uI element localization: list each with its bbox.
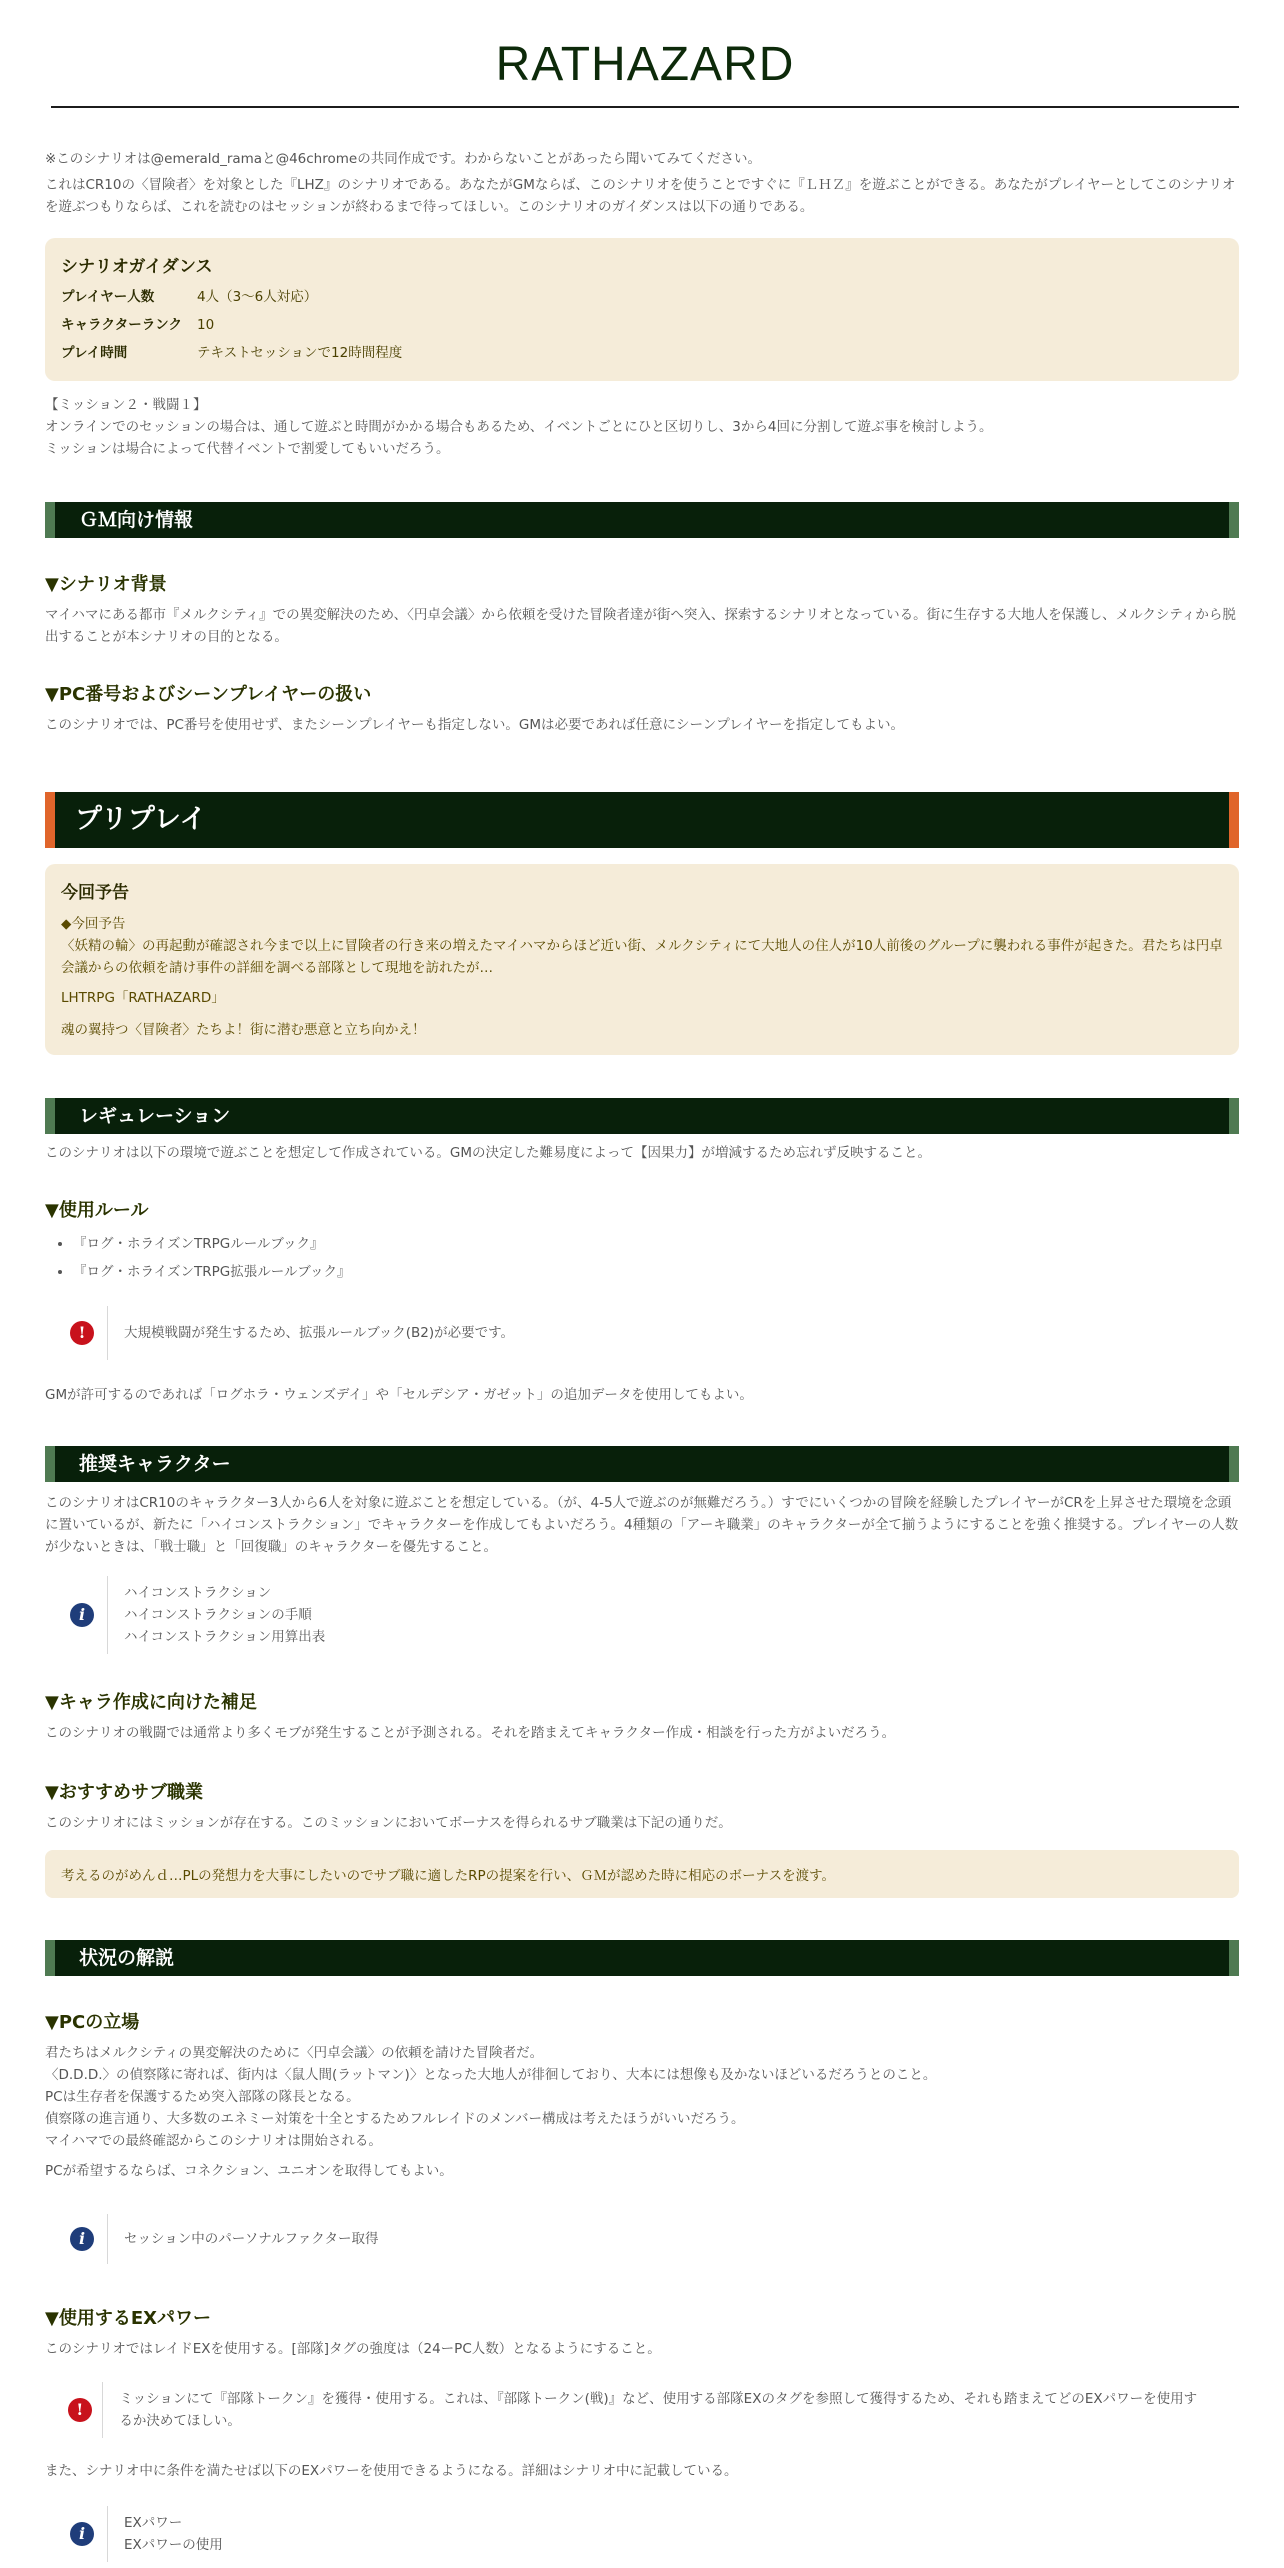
preview-title: 今回予告 [61,883,129,903]
info-icon: i [70,1603,94,1627]
subheading-pc-position: ▼PCの立場 [45,2012,140,2033]
section-header-recommend: 推奨キャラクター [45,1446,1239,1482]
title-divider [51,106,1239,108]
guidance-value: 10 [197,317,215,333]
mission-label: 【ミッション２・戦闘１】 [45,397,207,413]
sub-class-text: このシナリオにはミッションが存在する。このミッションにおいてボーナスを得られるサブ職業は下記の通りだ。 [45,1815,732,1831]
intro-body: これはCR10の〈冒険者〉を対象とした『LHZ』のシナリオである。あなたがGMならば、このシナリオを使うことですぐに『ＬＨＺ』を遊ぶことができる。あなたがプレイヤーとしてこのシナリオを遊ぶつもりならば、これを読むのはセッションが終わるまで待ってほしい。このシナリオのガイダンスは以下の通りである。 [45,177,1236,215]
mission-text: ミッションは場合によって代替イベントで割愛してもいいだろう。 [45,441,450,457]
info-line: ハイコンストラクション [124,1585,272,1601]
info-icon: i [70,2227,94,2251]
list-item: • 『ログ・ホライズンTRPG拡張ルールブック』 [73,1258,1239,1286]
warning-text: ミッションにて『部隊トークン』を獲得・使用する。これは、『部隊トークン(戦)』など、使用する部隊EXのタグを参照して獲得するため、それも踏まえてどのEXパワーを使用するか決めてほしい。 [102,2382,1239,2438]
pc-position-line: 君たちはメルクシティの異変解決のために〈円卓会議〉の依頼を請けた冒険者だ。 [45,2045,544,2061]
supplement-text: このシナリオの戦闘では通常より多くモブが発生することが予測される。それを踏まえてキャラクター作成・相談を行った方がよいだろう。 [45,1725,896,1741]
guidance-row [61,311,1223,339]
info-line: EXパワー [124,2515,183,2531]
regulation-extra: GMが許可するのであれば「ログホラ・ウェンズデイ」や「セルデシア・ガゼット」の追加データを使用してもよい。 [45,1387,753,1403]
subheading-rules: ▼使用ルール [45,1200,149,1221]
guidance-value: テキストセッションで12時間程度 [197,345,403,361]
subheading-supplement: ▼キャラ作成に向けた補足 [45,1692,257,1713]
pc-connection-text: PCが希望するならば、コネクション、ユニオンを取得してもよい。 [45,2163,453,2179]
subheading-ex-power: ▼使用するEXパワー [45,2308,212,2329]
warning-icon: ! [68,2398,92,2422]
guidance-value: 4人（3～6人対応） [197,289,318,305]
page-title: RATHAZARD [495,38,795,91]
info-note [57,2506,1239,2562]
subheading-background: ▼シナリオ背景 [45,574,167,595]
subheading-sub-class: ▼おすすめサブ職業 [45,1782,204,1803]
pc-number-text: このシナリオでは、PC番号を使用せず、またシーンプレイヤーも指定しない。GMは必要であれば任意にシーンプレイヤーを指定してもよい。 [45,717,904,733]
section-header-preplay: プリプレイ [45,792,1239,848]
info-line: EXパワーの使用 [124,2537,223,2553]
warning-icon: ! [70,1321,94,1345]
mission-text: オンラインでのセッションの場合は、通して遊ぶと時間がかかる場合もあるため、イベントごとにひと区切りし、3から4回に分割して遊ぶ事を検討しよう。 [45,419,993,435]
preview-game: LHTRPG「RATHAZARD」 [61,990,225,1006]
guidance-row [61,283,1223,311]
list-item: • 『ログ・ホライズンTRPGルールブック』 [73,1230,1239,1258]
info-text [107,2506,223,2562]
background-text: マイハマにある都市『メルクシティ』での異変解決のため、〈円卓会議〉から依頼を受けた冒険者達が街へ突入、探索するシナリオとなっている。街に生存する大地人を保護し、メルクシティから脱出することが本シナリオの目的となる。 [45,607,1236,645]
info-line: ハイコンストラクションの手順 [124,1607,312,1623]
warning-note [57,1306,1239,1360]
guidance-key: キャラクターランク [61,317,182,333]
preview-text: 〈妖精の輪〉の再起動が確認され今まで以上に冒険者の行き来の増えたマイハマからほど近い街、メルクシティにて大地人の住人が10人前後のグループに襲われる事件が起きた。君たちは円卓会議からの依頼を請け事件の詳細を調べる部隊として現地を訪れたが… [61,938,1223,976]
info-text [107,1576,325,1654]
section-header-situation: 状況の解説 [45,1940,1239,1976]
info-note [57,2214,1239,2264]
ex-power-text: このシナリオではレイドEXを使用する。[部隊]タグの強度は（24ーPC人数）となるようにすること。 [45,2341,661,2357]
warning-note [57,2382,1239,2438]
info-line: ハイコンストラクション用算出表 [124,1629,326,1645]
subheading-pc-number: ▼PC番号およびシーンプレイヤーの扱い [45,684,372,705]
preview-tagline: 魂の翼持つ〈冒険者〉たちよ！街に潜む悪意と立ち向かえ！ [61,1022,426,1038]
guidance-key: プレイヤー人数 [61,289,155,305]
document [45,0,1239,2553]
pc-position-line: 偵察隊の進言通り、大多数のエネミー対策を十全とするためフルレイドのメンバー構成は考えたほうがいいだろう。 [45,2111,745,2127]
warning-text: 大規模戦闘が発生するため、拡張ルールブック(B2)が必要です。 [107,1306,514,1360]
guidance-panel [45,238,1239,381]
ex-power-extra: また、シナリオ中に条件を満たせば以下のEXパワーを使用できるようになる。詳細はシナリオ中に記載している。 [45,2463,738,2479]
info-icon: i [70,2522,94,2546]
info-note [57,1576,1239,1654]
preview-head: ◆今回予告 [61,916,126,932]
guidance-row [61,339,1223,367]
guidance-key: プレイ時間 [61,345,128,361]
section-header-gm: ＧＭ向け情報 [45,502,1239,538]
guidance-title: シナリオガイダンス [61,257,213,277]
section-header-regulation: レギュレーション [45,1098,1239,1134]
recommend-text: このシナリオはCR10のキャラクター3人から6人を対象に遊ぶことを想定している。（が、4-5人で遊ぶのが無難だろう。）すでにいくつかの冒険を経験したプレイヤーがCRを上昇させた環境を念頭に置いているが、新たに「ハイコンストラクション」でキャラクターを作成してもよいだろう。4種類の「アーキ職業」のキャラクターが全て揃うようにすることを強く推奨する。プレイヤーの人数が少ないときは、「戦士職」と「回復職」のキャラクターを優先すること。 [45,1495,1239,1555]
pc-position-line: マイハマでの最終確認からこのシナリオは開始される。 [45,2133,382,2149]
intro-note: ※このシナリオは@emerald_ramaと@46chromeの共同作成です。わからないことがあったら聞いてみてください。 [45,151,761,167]
sub-class-hint: 考えるのがめんｄ…PLの発想力を大事にしたいのでサブ職に適したRPの提案を行い、ＧＭが認めた時に相応のボーナスを渡す。 [45,1850,1239,1898]
pc-position-line: 〈D.D.D.〉の偵察隊に寄れば、街内は〈鼠人間(ラットマン)〉となった大地人が徘徊しており、大本には想像も及かないほどいるだろうとのこと。 [45,2067,937,2083]
info-text: セッション中のパーソナルファクター取得 [107,2214,378,2264]
preview-panel [45,864,1239,1055]
rules-list [45,1230,1239,1286]
regulation-text: このシナリオは以下の環境で遊ぶことを想定して作成されている。GMの決定した難易度によって【因果力】が増減するため忘れず反映すること。 [45,1145,931,1161]
pc-position-line: PCは生存者を保護するため突入部隊の隊長となる。 [45,2089,360,2105]
